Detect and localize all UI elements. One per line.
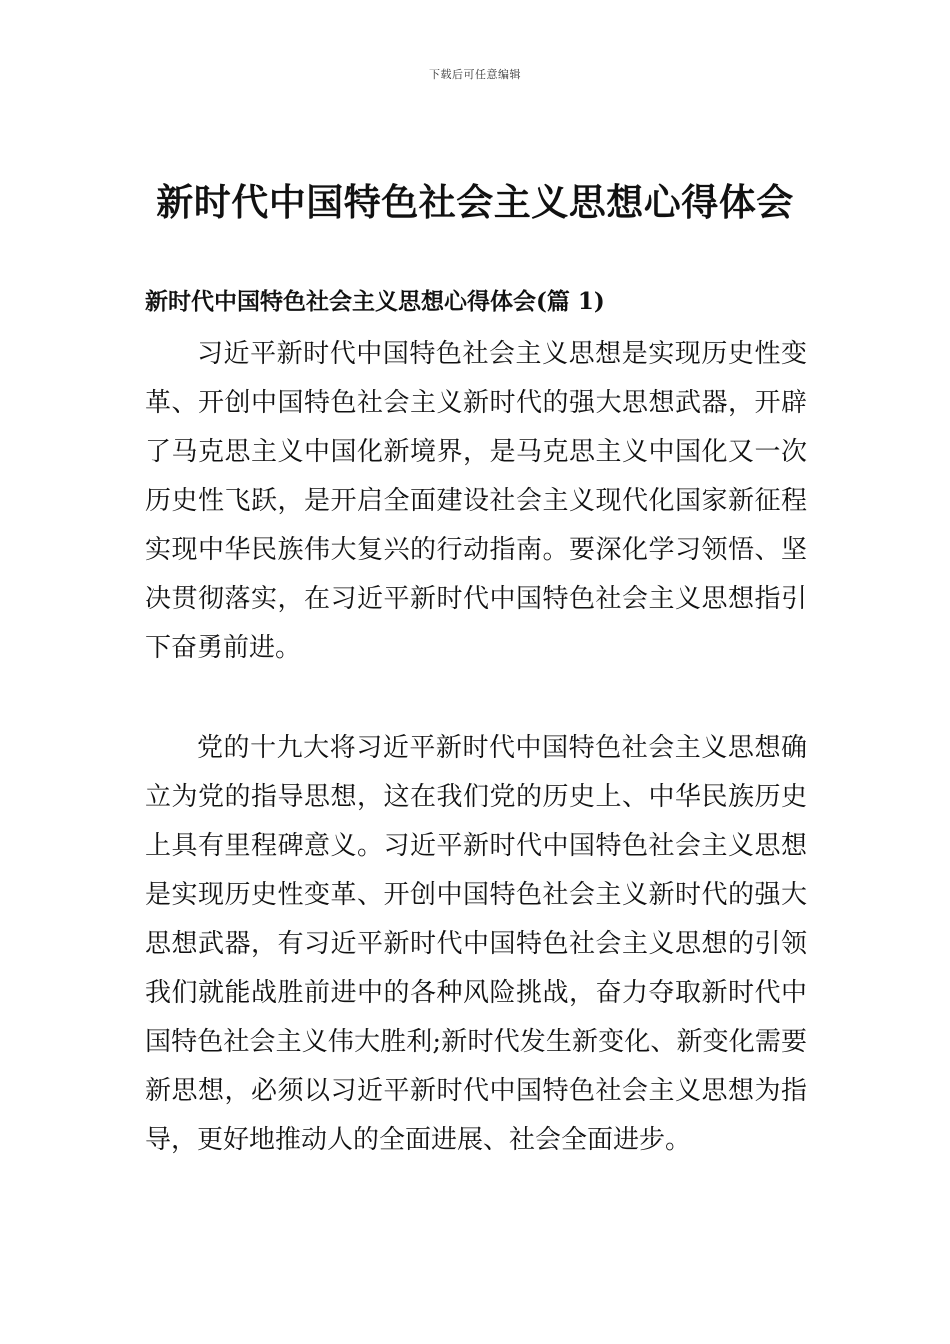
body-paragraph-1: 习近平新时代中国特色社会主义思想是实现历史性变革、开创中国特色社会主义新时代的强大思想武器，开辟了马克思主义中国化新境界，是马克思主义中国化又一次历史性飞跃，是开启全面建设社会主义现代化国家新征程实现中华民族伟大复兴的行动指南。要深化学习领悟、坚决贯彻落实，在习近平新时代中国特色社会主义思想指引下奋勇前进。	[145, 339, 807, 663]
section-heading: 新时代中国特色社会主义思想心得体会(篇 1)	[145, 288, 605, 315]
body-paragraph-2: 党的十九大将习近平新时代中国特色社会主义思想确立为党的指导思想，这在我们党的历史上、中华民族历史上具有里程碑意义。习近平新时代中国特色社会主义思想是实现历史性变革、开创中国特色社会主义新时代的强大思想武器，有习近平新时代中国特色社会主义思想的引领我们就能战胜前进中的各种风险挑战，奋力夺取新时代中国特色社会主义伟大胜利;新时代发生新变化、新变化需要新思想，必须以习近平新时代中国特色社会主义思想为指导，更好地推动人的全面进展、社会全面进步。	[145, 733, 807, 1155]
document-title: 新时代中国特色社会主义思想心得体会	[156, 181, 794, 224]
page-header-note: 下载后可任意编辑	[429, 68, 521, 81]
